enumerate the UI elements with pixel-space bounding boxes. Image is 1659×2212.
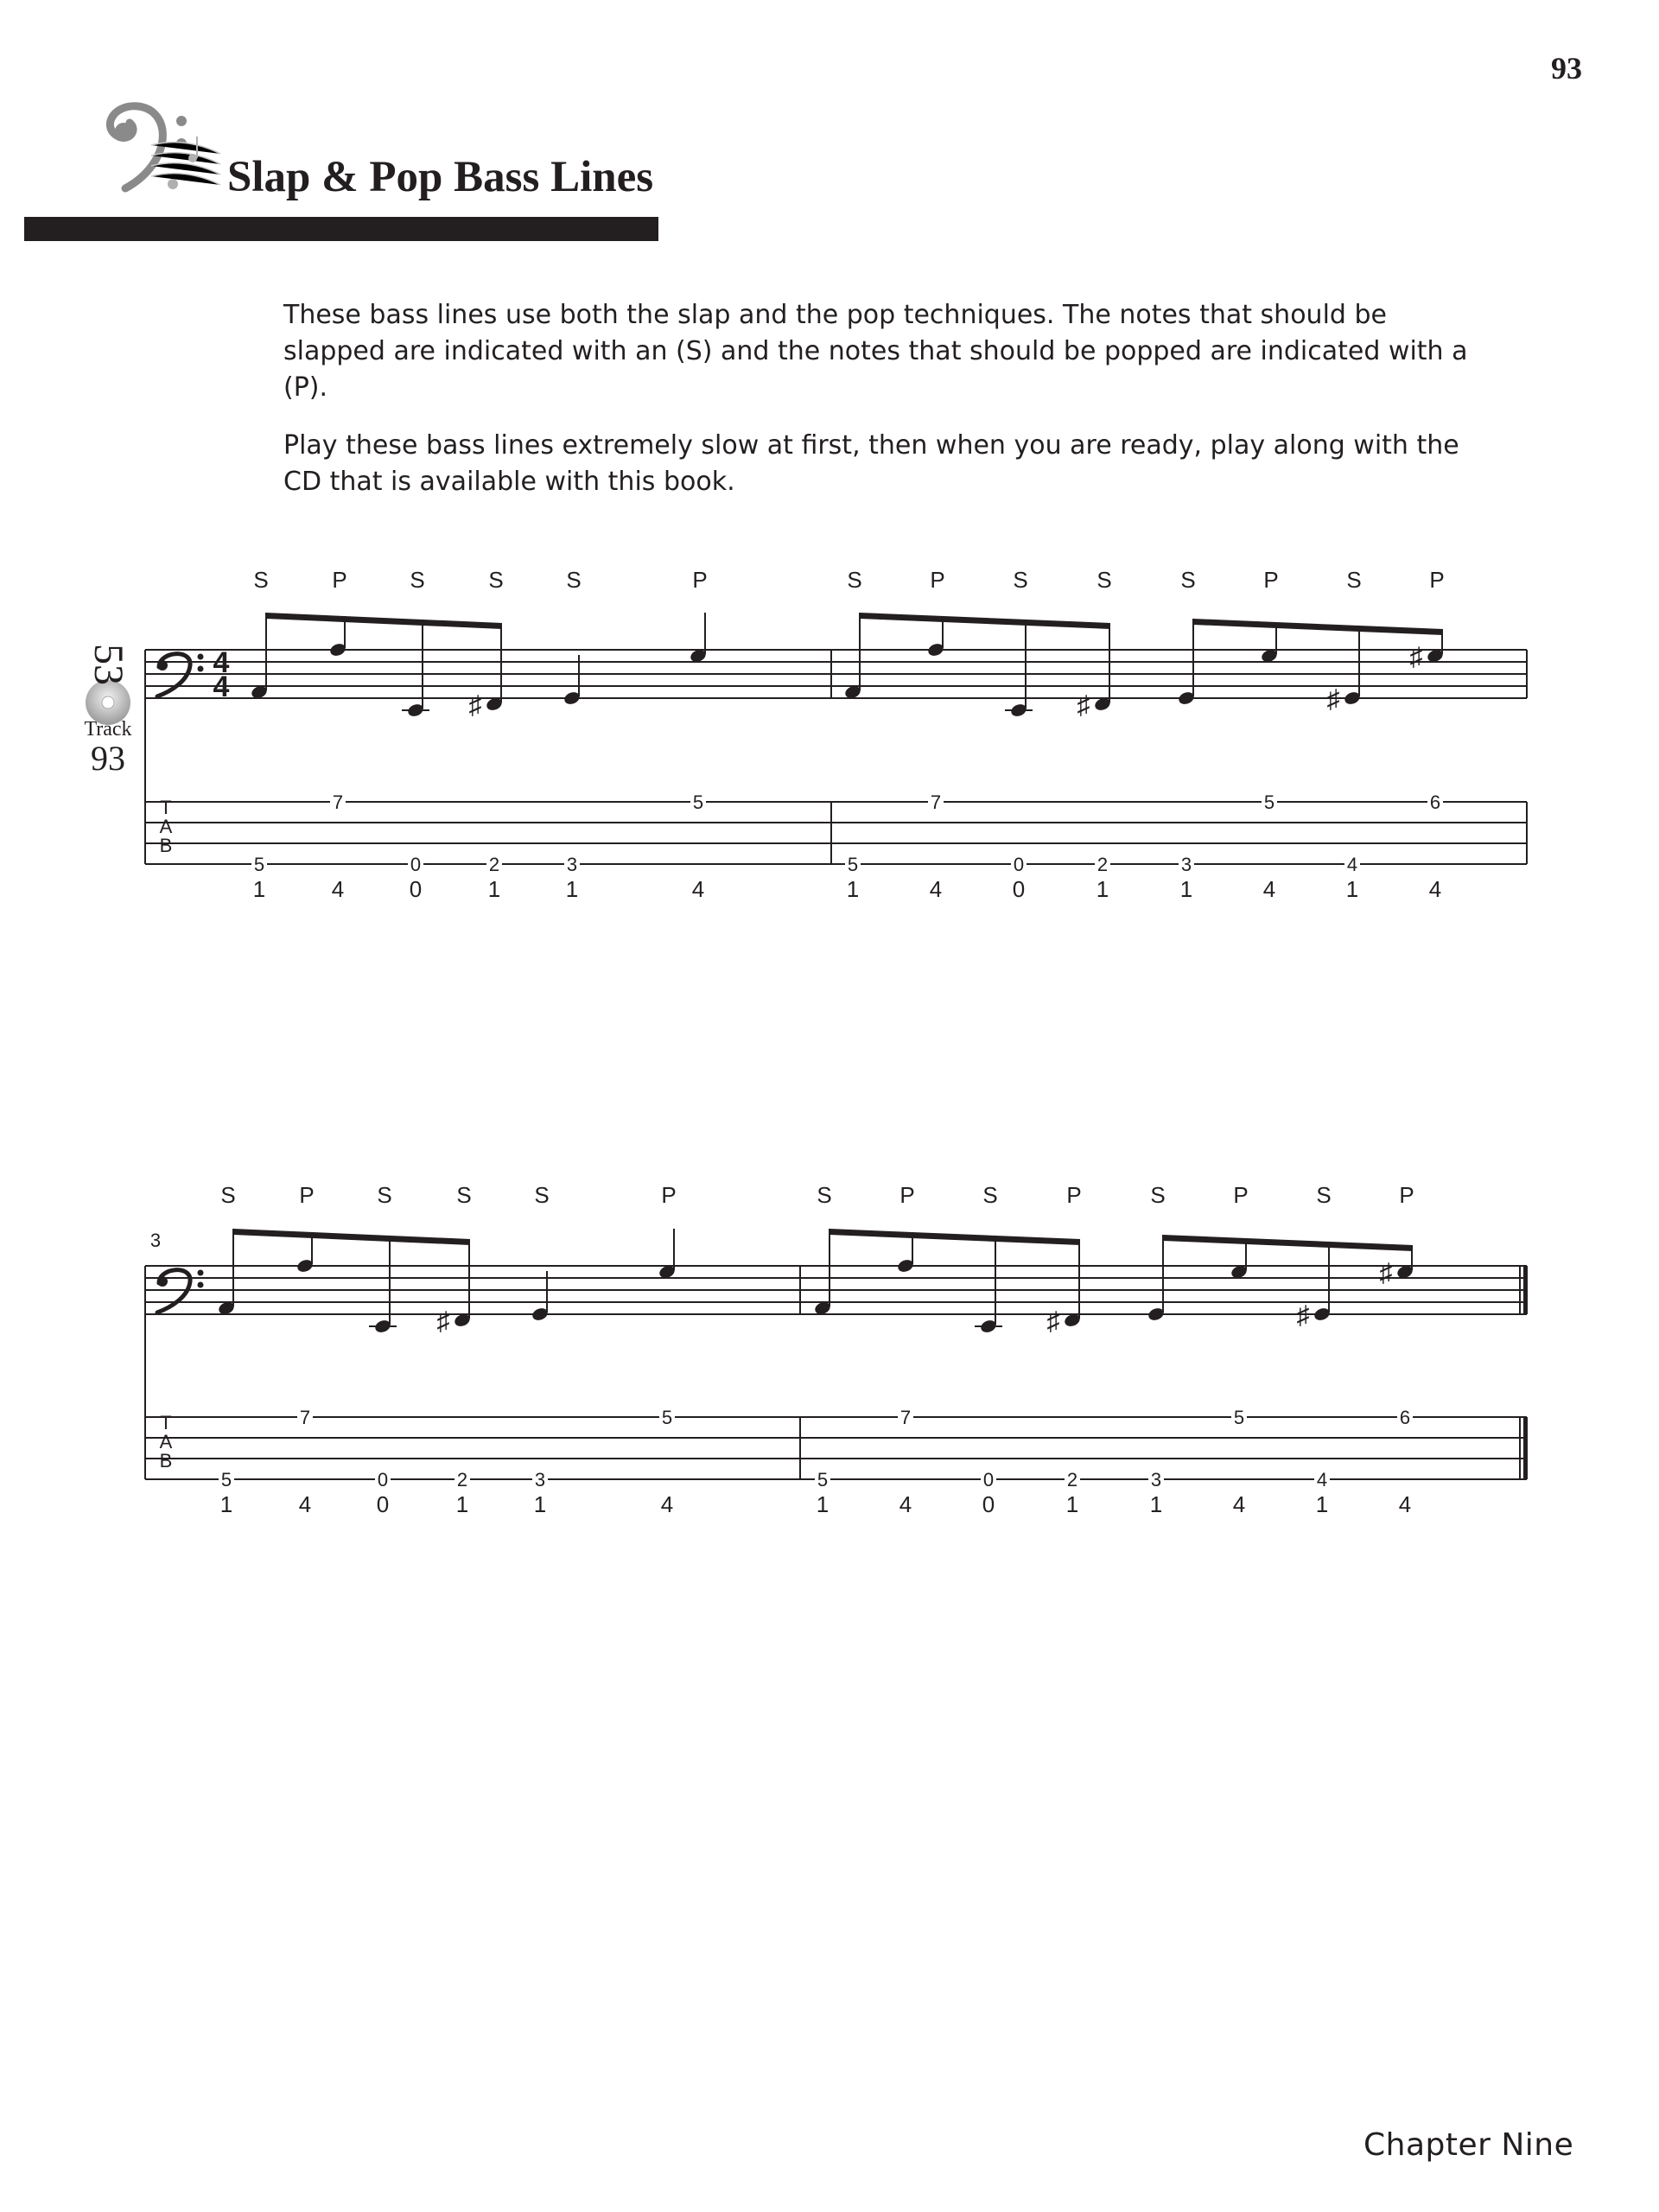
sharp-icon: ♯ [468,691,482,720]
technique-label: P [930,567,945,593]
track-label: Track [84,718,132,741]
technique-label: S [488,567,504,593]
technique-label: S [1096,567,1112,593]
sharp-icon: ♯ [436,1307,450,1336]
finger-number: 1 [816,1491,830,1517]
page-number: 93 [1551,51,1582,86]
finger-number: 4 [1262,876,1276,902]
technique-label: P [299,1182,315,1208]
tab-clef-letter: T [160,1412,172,1433]
bass-clef-icon [157,1270,204,1313]
tab-clef-letter: T [160,797,172,818]
tab-fret-number: 5 [692,791,704,813]
tab-fret-number: 3 [1180,854,1192,875]
beam [1163,1235,1413,1251]
tab-fret-number: 5 [661,1407,673,1428]
finger-number: 4 [660,1491,674,1517]
music-system [145,1182,1528,1517]
beam [233,1229,470,1245]
time-signature-top: 4 [213,646,230,679]
technique-label: P [1399,1182,1414,1208]
technique-label: S [847,567,862,593]
tab-fret-number: 7 [899,1407,912,1428]
technique-label: P [332,567,347,593]
bass-clef-icon [157,654,204,697]
technique-label: S [220,1182,236,1208]
tab-fret-number: 5 [1233,1407,1245,1428]
finger-number: 4 [1398,1491,1412,1517]
tab-clef-letter: A [159,1431,173,1452]
intro-paragraph: These bass lines use both the slap and the pop techniques. The notes that should be slapped are indicated with an (S) and the notes that should be popped are indicated with a (P). [283,300,1468,403]
sharp-icon: ♯ [1326,685,1340,714]
tab-fret-number: 6 [1399,1407,1411,1428]
finger-number: 4 [298,1491,312,1517]
technique-label: S [377,1182,392,1208]
technique-label: P [1263,567,1279,593]
technique-label: S [566,567,582,593]
technique-label: S [982,1182,998,1208]
tab-clef-letter: B [159,1450,173,1471]
intro-paragraph: Play these bass lines extremely slow at first, then when you are ready, play along with the CD that is available with this book. [283,430,1459,497]
tab-fret-number: 0 [410,854,422,875]
tab-fret-number: 5 [253,854,265,875]
technique-label: S [534,1182,550,1208]
technique-label: S [817,1182,832,1208]
finger-number: 4 [899,1491,912,1517]
finger-number: 0 [982,1491,995,1517]
finger-number: 1 [1345,876,1359,902]
tab-fret-number: 2 [1066,1469,1078,1491]
track-number: 93 [91,739,125,778]
technique-label: S [1150,1182,1166,1208]
tab-fret-number: 5 [220,1469,232,1491]
sharp-icon: ♯ [1077,691,1090,720]
technique-label: S [1013,567,1028,593]
tab-fret-number: 6 [1429,791,1441,813]
tab-fret-number: 5 [1263,791,1275,813]
sharp-icon: ♯ [1379,1259,1393,1287]
sharp-icon: ♯ [1409,643,1423,671]
finger-number: 4 [1428,876,1442,902]
finger-number: 0 [1012,876,1026,902]
tab-fret-number: 2 [488,854,500,875]
technique-label: S [253,567,269,593]
tab-fret-number: 0 [377,1469,389,1491]
beam [830,1229,1080,1245]
technique-label: S [410,567,425,593]
finger-number: 1 [219,1491,233,1517]
finger-number: 1 [1179,876,1193,902]
finger-number: 1 [487,876,501,902]
finger-number: 4 [1232,1491,1246,1517]
chapter-footer: Chapter Nine [1363,2127,1574,2163]
cd-number: 53 [86,644,131,685]
technique-label: P [1066,1182,1082,1208]
finger-number: 0 [376,1491,390,1517]
beam [266,613,502,629]
tab-fret-number: 0 [1013,854,1025,875]
final-barline-thick [1523,1266,1528,1314]
finger-number: 0 [409,876,423,902]
technique-label: P [692,567,708,593]
clef-dot-main [157,660,168,671]
sharp-icon: ♯ [1296,1301,1310,1330]
time-signature-bottom: 4 [213,671,230,703]
technique-label: P [1429,567,1445,593]
tab-fret-number: 7 [299,1407,311,1428]
finger-number: 1 [252,876,266,902]
technique-label: P [1233,1182,1249,1208]
technique-label: S [456,1182,472,1208]
finger-number: 1 [455,1491,469,1517]
tab-fret-number: 5 [847,854,859,875]
tab-fret-number: 2 [456,1469,468,1491]
tab-final-barline-thick [1523,1417,1528,1479]
tab-fret-number: 5 [817,1469,829,1491]
finger-number: 1 [846,876,860,902]
clef-dot-main [157,1276,168,1287]
finger-number: 1 [1315,1491,1329,1517]
clef-dot-upper [198,1270,204,1276]
finger-number: 4 [929,876,943,902]
finger-number: 1 [1096,876,1109,902]
technique-label: P [661,1182,677,1208]
beam [1193,619,1443,635]
clef-dot-upper [198,654,204,660]
tab-fret-number: 4 [1316,1469,1328,1491]
section-title: Slap & Pop Bass Lines [227,153,654,201]
finger-number: 1 [1065,1491,1079,1517]
tab-clef-letter: B [159,835,173,856]
finger-number: 4 [331,876,345,902]
tab-fret-number: 3 [534,1469,546,1491]
music-system [145,567,1527,902]
tab-fret-number: 0 [982,1469,995,1491]
measure-number: 3 [149,1230,162,1251]
technique-label: P [899,1182,915,1208]
tab-fret-number: 4 [1346,854,1358,875]
tab-fret-number: 2 [1096,854,1109,875]
tab-fret-number: 7 [332,791,344,813]
sharp-icon: ♯ [1046,1307,1060,1336]
technique-label: S [1346,567,1362,593]
tab-fret-number: 7 [930,791,942,813]
technique-label: S [1316,1182,1332,1208]
clef-dot-lower [198,1282,204,1288]
tab-clef-letter: A [159,816,173,837]
clef-dot-lower [198,666,204,672]
finger-number: 4 [691,876,705,902]
finger-number: 1 [533,1491,547,1517]
finger-number: 1 [1149,1491,1163,1517]
technique-label: S [1180,567,1196,593]
finger-number: 1 [565,876,579,902]
tab-fret-number: 3 [1150,1469,1162,1491]
beam [860,613,1110,629]
tab-fret-number: 3 [566,854,578,875]
